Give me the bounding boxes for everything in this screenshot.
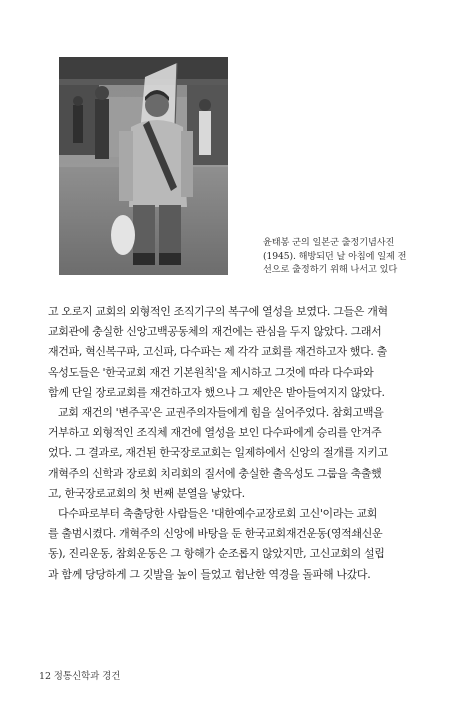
body-line: 교회관에 충실한 신앙고백공동체의 재건에는 관심을 두지 않았다. 그래서: [48, 325, 382, 339]
caption-line: 선으로 출정하기 위해 나서고 있다: [263, 264, 398, 276]
body-line: 고, 한국장로교회의 첫 번째 분열을 낳았다.: [48, 486, 245, 500]
page-footer: 12 정통신학과 경건: [39, 671, 121, 682]
body-line: 함께 단일 장로교회를 재건하고자 했으나 그 제안은 받아들여지지 않았다.: [48, 385, 385, 399]
body-line: 었다. 그 결과로, 재건된 한국장로교회는 일제하에서 신앙의 절개를 지키고: [48, 446, 388, 460]
body-line: 동), 진리운동, 참회운동은 그 항해가 순조롭지 않았지만, 고신교회의 설립: [48, 547, 385, 561]
body-line: 교회 재건의 '변주곡'은 교권주의자들에게 힘을 실어주었다. 참회고백을: [58, 406, 384, 420]
body-line: 옥성도들은 '한국교회 재건 기본원칙'을 제시하고 그것에 따라 다수파와: [48, 365, 374, 379]
body-line: 다수파로부터 축출당한 사람들은 '대한예수교장로회 고신'이라는 교회: [58, 507, 378, 521]
body-line: 고 오로지 교회의 외형적인 조직기구의 복구에 열성을 보였다. 그들은 개혁: [48, 305, 388, 318]
photo-caption: [263, 236, 433, 277]
body-line: 개혁주의 신학과 장로회 치리회의 질서에 충실한 출옥성도 그룹을 축출했: [48, 466, 382, 480]
caption-line: (1945). 해방되던 날 아침에 일제 전: [263, 250, 407, 262]
body-line: 를 출범시켰다. 개혁주의 신앙에 바탕을 둔 한국교회재건운동(영적쇄신운: [48, 527, 383, 541]
caption-line: 윤태봉 군의 일본군 출정기념사진: [263, 237, 395, 248]
body-line: 과 함께 당당하게 그 깃발을 높이 들었고 험난한 역경을 돌파해 나갔다.: [48, 567, 371, 581]
body-line: 거부하고 외형적인 조직체 재건에 열성을 보인 다수파에게 승리를 안겨주: [48, 426, 382, 440]
historical-photo: [59, 57, 228, 275]
body-text: [48, 302, 410, 585]
body-line: 재건파, 혁신복구파, 고신파, 다수파는 제 각각 교회를 재건하고자 했다. 출: [48, 345, 387, 359]
